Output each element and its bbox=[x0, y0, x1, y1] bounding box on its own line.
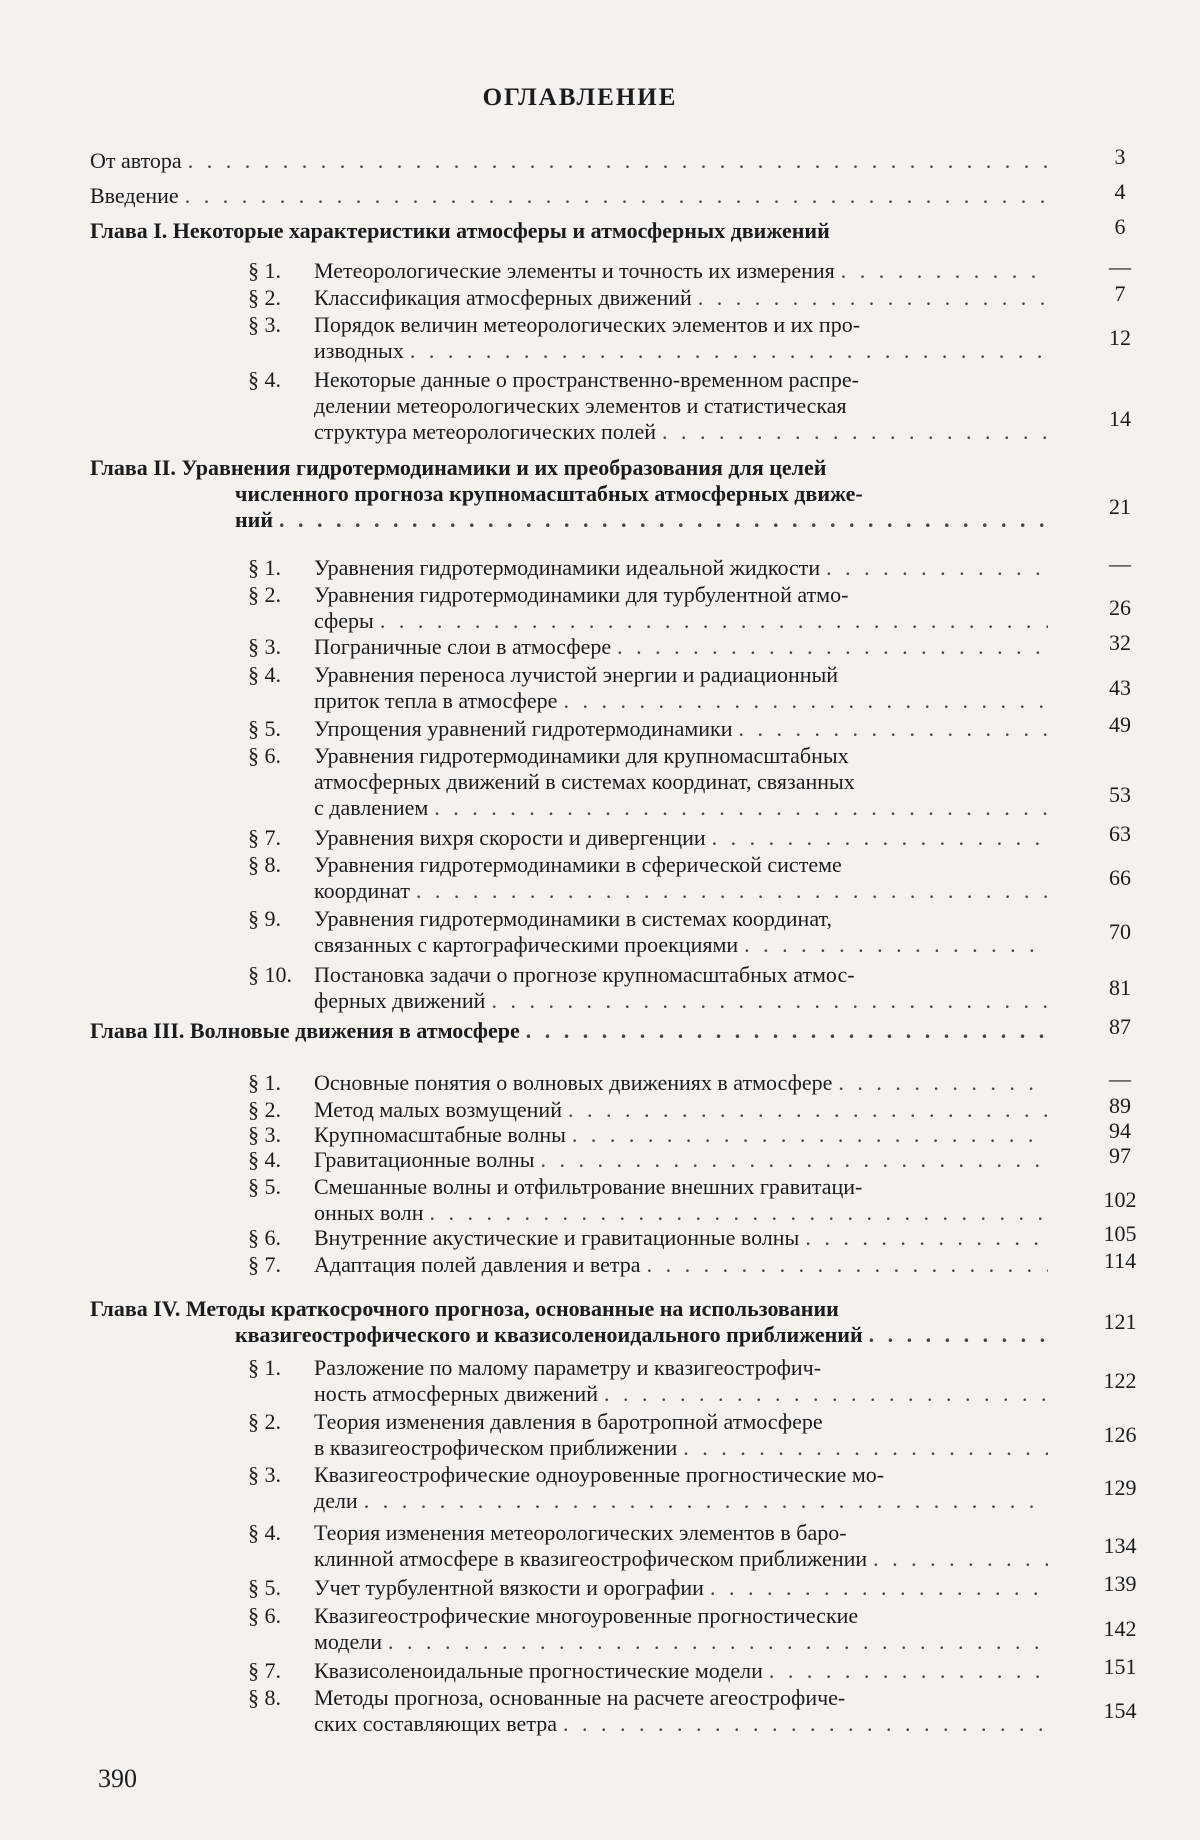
entry-text-line: онных волн . . . bbox=[314, 1200, 1048, 1226]
section-number: § 7. bbox=[248, 1252, 281, 1277]
section-entry bbox=[248, 825, 1048, 851]
entry-text-line: Уравнения гидротермодинамики в сферической системе bbox=[314, 852, 842, 877]
page-ref: 151 bbox=[1103, 1654, 1137, 1679]
entry-text-line: клинной атмосфере в квазигеострофическом приближении . . . bbox=[314, 1546, 1048, 1572]
entry-text-line: делении метеорологических элементов и статистическая bbox=[314, 393, 847, 418]
section-entry bbox=[248, 582, 1048, 634]
section-entry bbox=[248, 1462, 1048, 1514]
entry-text-line: Метеорологические элементы и точность их измерения . . . bbox=[314, 258, 1048, 284]
section-entry bbox=[248, 312, 1048, 364]
section-number: § 2. bbox=[248, 285, 281, 310]
section-entry bbox=[248, 555, 1048, 581]
dot-leader bbox=[826, 555, 1048, 581]
dot-leader bbox=[604, 1381, 1048, 1407]
entry-text-line: Уравнения переноса лучистой энергии и радиационный bbox=[314, 662, 839, 687]
section-number: § 3. bbox=[248, 1462, 281, 1487]
section-entry bbox=[248, 716, 1048, 742]
entry-text-line: Квазигеострофические одноуровенные прогностические мо- bbox=[314, 1462, 885, 1487]
chapter-entry bbox=[90, 455, 1050, 533]
dot-leader bbox=[434, 795, 1048, 821]
page-ref: 134 bbox=[1103, 1533, 1137, 1558]
dot-leader bbox=[712, 825, 1048, 851]
entry-text-line: От автора . . . bbox=[90, 148, 1050, 174]
dot-leader bbox=[683, 1435, 1048, 1461]
dot-leader bbox=[698, 285, 1048, 311]
section-number: § 5. bbox=[248, 716, 281, 741]
section-entry bbox=[248, 367, 1048, 445]
section-number: § 6. bbox=[248, 1603, 281, 1628]
section-number: § 2. bbox=[248, 1097, 281, 1122]
page-ref: 122 bbox=[1103, 1368, 1137, 1393]
toc-entry bbox=[90, 148, 1050, 174]
entry-text-line: Уравнения гидротермодинамики идеальной жидкости . . . bbox=[314, 555, 1048, 581]
dot-leader bbox=[838, 1070, 1048, 1096]
dot-leader bbox=[744, 932, 1048, 958]
entry-text-line: Порядок величин метеорологических элементов и их про- bbox=[314, 312, 861, 337]
dot-leader bbox=[647, 1252, 1048, 1278]
dot-leader bbox=[739, 716, 1049, 742]
dot-leader bbox=[541, 1147, 1048, 1173]
section-number: § 7. bbox=[248, 1658, 281, 1683]
section-entry bbox=[248, 852, 1048, 904]
dot-leader bbox=[805, 1225, 1048, 1251]
page-ref: 12 bbox=[1109, 325, 1131, 350]
page-ref: 3 bbox=[1114, 144, 1126, 169]
section-number: § 1. bbox=[248, 1070, 281, 1095]
entry-text-line: модели . . . bbox=[314, 1629, 1048, 1655]
entry-text-line: Глава III. Волновые движения в атмосфере . . . bbox=[90, 1018, 1050, 1044]
page-ref: — bbox=[1109, 551, 1131, 576]
section-entry bbox=[248, 1355, 1048, 1407]
section-entry bbox=[248, 1520, 1048, 1572]
section-number: § 1. bbox=[248, 1355, 281, 1380]
section-entry bbox=[248, 1685, 1048, 1737]
section-entry bbox=[248, 1603, 1048, 1655]
section-number: § 4. bbox=[248, 1520, 281, 1545]
entry-text-line: Внутренние акустические и гравитационные волны . . . bbox=[314, 1225, 1048, 1251]
page-title: ОГЛАВЛЕНИЕ bbox=[482, 84, 678, 111]
chapter-entry bbox=[90, 218, 1050, 244]
page-ref: 21 bbox=[1109, 494, 1131, 519]
section-entry bbox=[248, 962, 1048, 1014]
entry-text-line: дели . . . bbox=[314, 1488, 1048, 1514]
page-ref: 105 bbox=[1103, 1221, 1137, 1246]
section-number: § 4. bbox=[248, 662, 281, 687]
entry-text-line: с давлением . . . bbox=[314, 795, 1048, 821]
section-entry bbox=[248, 1575, 1048, 1601]
entry-text-line: Учет турбулентной вязкости и орографии . . . bbox=[314, 1575, 1048, 1601]
section-number: § 8. bbox=[248, 852, 281, 877]
page-ref: 94 bbox=[1109, 1118, 1131, 1143]
dot-leader bbox=[563, 1711, 1048, 1737]
page-ref: 53 bbox=[1109, 782, 1131, 807]
entry-text-line: Введение . . . bbox=[90, 183, 1050, 209]
entry-text-line: Постановка задачи о прогнозе крупномасштабных атмос- bbox=[314, 962, 855, 987]
chapter-entry bbox=[90, 1296, 1050, 1348]
entry-text-line: ний . . . bbox=[90, 507, 1050, 533]
section-number: § 6. bbox=[248, 743, 281, 768]
dot-leader bbox=[710, 1575, 1048, 1601]
section-entry bbox=[248, 1147, 1048, 1173]
section-number: § 5. bbox=[248, 1575, 281, 1600]
section-number: § 4. bbox=[248, 367, 281, 392]
dot-leader bbox=[869, 1322, 1050, 1348]
dot-leader bbox=[662, 419, 1048, 445]
section-entry bbox=[248, 906, 1048, 958]
entry-text-line: Классификация атмосферных движений . . . bbox=[314, 285, 1048, 311]
entry-text-line: Методы прогноза, основанные на расчете агеострофиче- bbox=[314, 1685, 846, 1710]
dot-leader bbox=[416, 878, 1048, 904]
section-entry bbox=[248, 662, 1048, 714]
entry-text-line: Квазисоленоидальные прогностические модели . . . bbox=[314, 1658, 1048, 1684]
entry-text-line: ность атмосферных движений . . . bbox=[314, 1381, 1048, 1407]
entry-text-line: Разложение по малому параметру и квазигеострофич- bbox=[314, 1355, 822, 1380]
section-number: § 5. bbox=[248, 1174, 281, 1199]
page-ref: 7 bbox=[1114, 281, 1126, 306]
page-ref: 102 bbox=[1103, 1187, 1137, 1212]
section-number: § 8. bbox=[248, 1685, 281, 1710]
page-ref: 87 bbox=[1109, 1014, 1131, 1039]
section-number: § 3. bbox=[248, 1122, 281, 1147]
section-number: § 10. bbox=[248, 962, 292, 987]
entry-text-line: квазигеострофического и квазисоленоидального приближений . . . bbox=[90, 1322, 1050, 1348]
entry-text-line: атмосферных движений в системах координат, связанных bbox=[314, 769, 855, 794]
section-entry bbox=[248, 1658, 1048, 1684]
entry-text-line: в квазигеострофическом приближении . . . bbox=[314, 1435, 1048, 1461]
section-entry bbox=[248, 1122, 1048, 1148]
section-number: § 3. bbox=[248, 312, 281, 337]
section-number: § 4. bbox=[248, 1147, 281, 1172]
section-number: § 3. bbox=[248, 634, 281, 659]
entry-text-line: Крупномасштабные волны . . . bbox=[314, 1122, 1048, 1148]
page-ref: 81 bbox=[1109, 975, 1131, 1000]
entry-text-line: изводных . . . bbox=[314, 338, 1048, 364]
entry-text-line: Основные понятия о волновых движениях в атмосфере . . . bbox=[314, 1070, 1048, 1096]
section-entry bbox=[248, 1225, 1048, 1251]
dot-leader bbox=[841, 258, 1048, 284]
section-number: § 9. bbox=[248, 906, 281, 931]
section-entry bbox=[248, 258, 1048, 284]
dot-leader bbox=[491, 988, 1048, 1014]
section-number: § 1. bbox=[248, 258, 281, 283]
section-entry bbox=[248, 743, 1048, 821]
section-number: § 6. bbox=[248, 1225, 281, 1250]
page-ref: 14 bbox=[1109, 406, 1131, 431]
dot-leader bbox=[526, 1018, 1050, 1044]
section-entry bbox=[248, 1174, 1048, 1226]
entry-text-line: Глава I. Некоторые характеристики атмосферы и атмосферных движений bbox=[90, 218, 830, 243]
entry-text-line: Упрощения уравнений гидротермодинамики . . . bbox=[314, 716, 1048, 742]
page-ref: — bbox=[1109, 254, 1131, 279]
section-entry bbox=[248, 1409, 1048, 1461]
dot-leader bbox=[410, 338, 1048, 364]
page-ref: 129 bbox=[1103, 1475, 1137, 1500]
entry-text-line: приток тепла в атмосфере . . . bbox=[314, 688, 1048, 714]
dot-leader bbox=[873, 1546, 1048, 1572]
page-ref: 126 bbox=[1103, 1422, 1137, 1447]
dot-leader bbox=[388, 1629, 1048, 1655]
dot-leader bbox=[188, 148, 1050, 174]
section-entry bbox=[248, 634, 1048, 660]
entry-text-line: координат . . . bbox=[314, 878, 1048, 904]
page-ref: 142 bbox=[1103, 1616, 1137, 1641]
page-ref: 70 bbox=[1109, 919, 1131, 944]
dot-leader bbox=[617, 634, 1048, 660]
dot-leader bbox=[572, 1122, 1048, 1148]
dot-leader bbox=[185, 183, 1050, 209]
entry-text-line: Смешанные волны и отфильтрование внешних гравитаци- bbox=[314, 1174, 863, 1199]
page-ref: 154 bbox=[1103, 1698, 1137, 1723]
page-ref: 97 bbox=[1109, 1143, 1131, 1168]
dot-leader bbox=[430, 1200, 1048, 1226]
dot-leader bbox=[364, 1488, 1048, 1514]
toc-entry bbox=[90, 183, 1050, 209]
entry-text-line: Теория изменения давления в баротропной атмосфере bbox=[314, 1409, 823, 1434]
dot-leader bbox=[279, 507, 1050, 533]
entry-text-line: Гравитационные волны . . . bbox=[314, 1147, 1048, 1173]
page-ref: 4 bbox=[1114, 179, 1126, 204]
page-ref: 32 bbox=[1109, 630, 1131, 655]
section-entry bbox=[248, 285, 1048, 311]
section-number: § 2. bbox=[248, 1409, 281, 1434]
page-ref: 6 bbox=[1114, 214, 1126, 239]
entry-text-line: Квазигеострофические многоуровенные прогностические bbox=[314, 1603, 859, 1628]
entry-text-line: Уравнения гидротермодинамики для крупномасштабных bbox=[314, 743, 849, 768]
dot-leader bbox=[380, 608, 1048, 634]
dot-leader bbox=[568, 1097, 1048, 1123]
page-ref: 43 bbox=[1109, 675, 1131, 700]
section-entry bbox=[248, 1097, 1048, 1123]
page-number: 390 bbox=[98, 1764, 137, 1793]
section-number: § 2. bbox=[248, 582, 281, 607]
page-ref: 121 bbox=[1103, 1309, 1137, 1334]
section-number: § 1. bbox=[248, 555, 281, 580]
entry-text-line: Глава IV. Методы краткосрочного прогноза, основанные на использовании bbox=[90, 1296, 839, 1321]
entry-text-line: Некоторые данные о пространственно-временном распре- bbox=[314, 367, 859, 392]
chapter-entry bbox=[90, 1018, 1050, 1044]
page-ref: 66 bbox=[1109, 865, 1131, 890]
entry-text-line: Глава II. Уравнения гидротермодинамики и их преобразования для целей bbox=[90, 455, 827, 480]
page-ref: 114 bbox=[1103, 1248, 1137, 1273]
entry-text-line: сферы . . . bbox=[314, 608, 1048, 634]
entry-text-line: связанных с картографическими проекциями . . . bbox=[314, 932, 1048, 958]
entry-text-line: численного прогноза крупномасштабных атмосферных движе- bbox=[235, 481, 863, 506]
entry-text-line: Адаптация полей давления и ветра . . . bbox=[314, 1252, 1048, 1278]
entry-text-line: Пограничные слои в атмосфере . . . bbox=[314, 634, 1048, 660]
entry-text-line: Уравнения вихря скорости и дивергенции . . . bbox=[314, 825, 1048, 851]
entry-text-line: ских составляющих ветра . . . bbox=[314, 1711, 1048, 1737]
dot-leader bbox=[563, 688, 1048, 714]
section-entry bbox=[248, 1252, 1048, 1278]
entry-text-line: Теория изменения метеорологических элементов в баро- bbox=[314, 1520, 847, 1545]
entry-text-line: Уравнения гидротермодинамики для турбулентной атмо- bbox=[314, 582, 849, 607]
page-ref: 139 bbox=[1103, 1571, 1137, 1596]
page-ref: 26 bbox=[1109, 595, 1131, 620]
section-entry bbox=[248, 1070, 1048, 1096]
entry-text-line: Уравнения гидротермодинамики в системах координат, bbox=[314, 906, 832, 931]
page-ref: 89 bbox=[1109, 1093, 1131, 1118]
page-ref: — bbox=[1109, 1066, 1131, 1091]
entry-text-line: ферных движений . . . bbox=[314, 988, 1048, 1014]
dot-leader bbox=[769, 1658, 1048, 1684]
section-number: § 7. bbox=[248, 825, 281, 850]
entry-text-line: структура метеорологических полей . . . bbox=[314, 419, 1048, 445]
entry-text-line: Метод малых возмущений . . . bbox=[314, 1097, 1048, 1123]
page-ref: 63 bbox=[1109, 821, 1131, 846]
page-ref: 49 bbox=[1109, 712, 1131, 737]
